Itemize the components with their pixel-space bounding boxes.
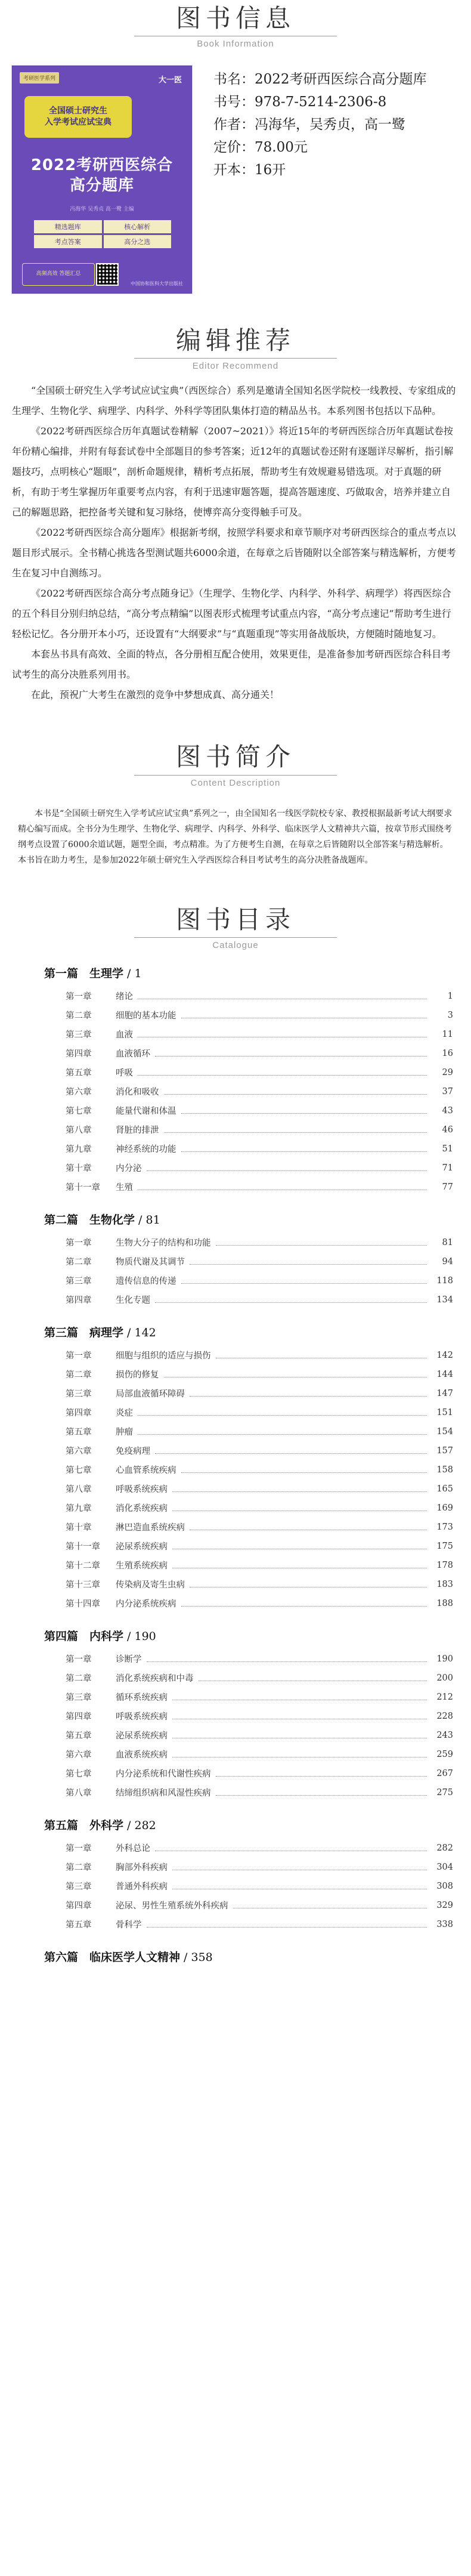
- cover-bottom-box: 高频高效 答题汇总: [22, 263, 95, 286]
- chapter-name: 消化系统疾病: [116, 1504, 168, 1514]
- dot-leader: [181, 1145, 427, 1152]
- catalogue-chapter: [44, 1650, 453, 1669]
- chapter-number: 第二章: [66, 1011, 92, 1021]
- catalogue-chapter: [44, 1518, 453, 1537]
- catalogue-chapter: [44, 1422, 453, 1441]
- cover-title-line: 高分题库: [69, 176, 134, 194]
- chapter-page: 169: [436, 1503, 453, 1513]
- dot-leader: [172, 1543, 427, 1549]
- chapter-name: 肿瘤: [116, 1428, 133, 1438]
- catalogue-chapter: [44, 1915, 453, 1934]
- divider: [134, 775, 337, 776]
- chapter-page: 282: [436, 1843, 453, 1853]
- recommend-paragraph: 《2022考研西医综合高分题库》根据新考纲，按照学科要求和章节顺序对考研西医综合的重点考点以题目形式展示。全书精心挑选各型测试题共6000余道，在每章之后皆随附以全部答案与精选解析，方便考生在复习中自测练习。: [12, 527, 456, 579]
- catalogue-chapter: [44, 1082, 453, 1101]
- chapter-name: 泌尿系统疾病: [116, 1731, 168, 1741]
- recommend-paragraph: 本套丛书具有高效、全面的特点，各分册相互配合使用，效果更佳，是准备参加考研西医综合科目考试考生的高分决胜系列用书。: [12, 648, 451, 681]
- section-header-info: [0, 0, 471, 49]
- dot-leader: [216, 1770, 427, 1777]
- book-meta: [192, 66, 427, 294]
- dot-leader: [172, 1883, 427, 1889]
- dot-leader: [172, 1694, 427, 1700]
- chapter-number: 第一章: [66, 1238, 92, 1249]
- catalogue-chapter: [44, 1688, 453, 1707]
- chapter-number: 第九章: [66, 1145, 92, 1155]
- dot-leader: [155, 1845, 427, 1851]
- chapter-name: 生殖: [116, 1183, 133, 1193]
- catalogue-part-title: [44, 1211, 453, 1227]
- chapter-page: 228: [436, 1711, 453, 1721]
- chapter-page: 190: [436, 1654, 453, 1664]
- catalogue-part-title: [44, 1324, 453, 1340]
- chapter-number: 第一章: [66, 1655, 92, 1665]
- catalogue-part-title: [44, 965, 453, 981]
- part-separator: /: [180, 1950, 191, 1964]
- chapter-page: 3: [447, 1010, 453, 1020]
- chapter-number: 第五章: [66, 1428, 92, 1438]
- catalogue-chapter: [44, 1783, 453, 1802]
- chapter-number: 第二章: [66, 1674, 92, 1684]
- chapter-page: 259: [436, 1749, 453, 1759]
- part-page: 81: [145, 1213, 160, 1227]
- chapter-number: 第十四章: [66, 1599, 100, 1610]
- chapter-number: 第六章: [66, 1447, 92, 1457]
- catalogue-chapter: [44, 1839, 453, 1858]
- cover-badge: 考研医学系列: [20, 72, 59, 84]
- dot-leader: [138, 993, 427, 999]
- chapter-page: 77: [442, 1182, 453, 1192]
- chapter-number: 第一章: [66, 992, 92, 1002]
- chapter-name: 骨科学: [116, 1920, 142, 1931]
- chapter-page: 151: [436, 1407, 453, 1417]
- chapter-name: 普通外科疾病: [116, 1882, 168, 1892]
- catalogue-chapter: [44, 1745, 453, 1764]
- chapter-page: 275: [436, 1787, 453, 1797]
- catalogue-chapter: [44, 1025, 453, 1044]
- cover-series-box: [24, 96, 132, 138]
- chapter-number: 第八章: [66, 1789, 92, 1799]
- cover-feature: 考点答案: [34, 235, 102, 248]
- chapter-page: 178: [436, 1560, 453, 1570]
- chapter-number: 第十章: [66, 1523, 92, 1533]
- part-name: 第一篇 生理学: [44, 966, 124, 980]
- chapter-name: 呼吸系统疾病: [116, 1712, 168, 1722]
- cover-publisher: 中国协和医科大学出版社: [131, 281, 183, 287]
- dot-leader: [181, 1277, 427, 1284]
- chapter-page: 81: [442, 1237, 453, 1247]
- chapter-page: 43: [442, 1105, 453, 1116]
- dot-leader: [172, 1732, 427, 1738]
- chapter-name: 生化专题: [116, 1296, 150, 1306]
- chapter-number: 第十一章: [66, 1542, 100, 1552]
- dot-leader: [172, 1751, 427, 1758]
- section-title: 图书信息: [175, 4, 295, 33]
- part-separator: /: [123, 1326, 135, 1339]
- dot-leader: [164, 1371, 427, 1377]
- chapter-number: 第五章: [66, 1920, 92, 1931]
- chapter-name: 呼吸系统疾病: [116, 1485, 168, 1495]
- cover-authors: 冯海华 吴秀贞 高一鹭 主编: [70, 206, 134, 213]
- chapter-page: 308: [436, 1881, 453, 1891]
- dot-leader: [172, 1485, 427, 1492]
- dot-leader: [181, 1466, 427, 1473]
- part-page: 282: [134, 1818, 156, 1832]
- meta-author: 作者：冯海华，吴秀贞，高一鹭: [213, 117, 405, 133]
- chapter-number: 第四章: [66, 1409, 92, 1419]
- catalogue-chapter: [44, 1346, 453, 1365]
- chapter-name: 损伤的修复: [116, 1370, 159, 1380]
- part-separator: /: [123, 966, 135, 980]
- chapter-page: 200: [436, 1673, 453, 1683]
- chapter-page: 118: [436, 1275, 453, 1286]
- chapter-page: 144: [436, 1369, 453, 1379]
- chapter-page: 304: [436, 1862, 453, 1872]
- chapter-name: 能量代谢和体温: [116, 1107, 176, 1117]
- meta-name: 书名：2022考研西医综合高分题库: [213, 72, 427, 88]
- description-text: [0, 806, 471, 868]
- chapter-page: 11: [442, 1029, 453, 1039]
- catalogue-chapter: [44, 1537, 453, 1556]
- recommend-paragraph: 《2022考研西医综合高分考点随身记》（生理学、生物化学、内科学、外科学、病理学）将西医综合的五个科目分别归纳总结，“高分考点精编”以图表形式梳理考试重点内容，“高分考点速记”帮助考生进行轻松记忆。各分册开本小巧，还设置有“大纲要求”与“真题重现”等实用备战版块，方便随时随地复习。: [12, 588, 451, 640]
- chapter-name: 免疫病理: [116, 1447, 150, 1457]
- dot-leader: [190, 1390, 427, 1397]
- chapter-number: 第四章: [66, 1296, 92, 1306]
- dot-leader: [233, 1902, 427, 1908]
- publisher-logo: 大一医: [158, 76, 182, 85]
- chapter-number: 第三章: [66, 1693, 92, 1703]
- dot-leader: [138, 1069, 427, 1076]
- chapter-number: 第二章: [66, 1863, 92, 1873]
- catalogue-chapter: [44, 1726, 453, 1745]
- chapter-name: 胸部外科疾病: [116, 1863, 168, 1873]
- catalogue-chapter: [44, 1178, 453, 1197]
- chapter-number: 第三章: [66, 1277, 92, 1287]
- dot-leader: [181, 1012, 427, 1018]
- catalogue-chapter: [44, 1858, 453, 1877]
- section-subtitle: Editor Recommend: [192, 361, 279, 372]
- dot-leader: [216, 1789, 427, 1796]
- chapter-page: 212: [436, 1692, 453, 1702]
- chapter-name: 泌尿、男性生殖系统外科疾病: [116, 1901, 228, 1911]
- catalogue-chapter: [44, 1365, 453, 1384]
- catalogue-chapter: [44, 1271, 453, 1290]
- cover-feature: 高分之选: [104, 235, 172, 248]
- chapter-name: 内分泌系统疾病: [116, 1599, 176, 1610]
- part-name: 第四篇 内科学: [44, 1629, 124, 1643]
- chapter-number: 第二章: [66, 1258, 92, 1268]
- chapter-name: 淋巴造血系统疾病: [116, 1523, 185, 1533]
- part-name: 第三篇 病理学: [44, 1326, 124, 1339]
- chapter-number: 第五章: [66, 1068, 92, 1079]
- chapter-number: 第十二章: [66, 1561, 100, 1571]
- chapter-number: 第三章: [66, 1030, 92, 1040]
- dot-leader: [155, 1447, 427, 1454]
- chapter-page: 51: [442, 1144, 453, 1154]
- chapter-name: 泌尿系统疾病: [116, 1542, 168, 1552]
- dot-leader: [172, 1713, 427, 1719]
- chapter-number: 第九章: [66, 1504, 92, 1514]
- catalogue-chapter: [44, 1499, 453, 1518]
- chapter-name: 血液: [116, 1030, 133, 1040]
- chapter-page: 46: [442, 1125, 453, 1135]
- chapter-page: 134: [436, 1295, 453, 1305]
- chapter-page: 175: [436, 1541, 453, 1551]
- chapter-number: 第十三章: [66, 1580, 100, 1590]
- chapter-page: 157: [436, 1445, 453, 1456]
- chapter-page: 1: [447, 991, 453, 1001]
- chapter-number: 第四章: [66, 1712, 92, 1722]
- chapter-number: 第一章: [66, 1844, 92, 1854]
- divider: [134, 937, 337, 938]
- chapter-name: 呼吸: [116, 1068, 133, 1079]
- catalogue-chapter: [44, 1290, 453, 1309]
- recommend-paragraph: 《2022考研西医综合历年真题试卷精解（2007~2021）》将近15年的考研西医综合历年真题试卷按年份精心编排，并附有每套试卷中全部题目的参考答案；近12年的真题试卷还附有逐题详尽解析，指引解题技巧，点明核心“题眼”，剖析命题规律，精析考点拓展，帮助考生有效规避易错选项。对于真题的研析，有助于考生掌握历年重要考点内容，有利于迅速审题答题，提高答题速度、巧做取舍，培养并建立自己的解题思路，把控备考关键和复习脉络，使博弈高分变得触手可及。: [12, 425, 454, 518]
- chapter-page: 188: [436, 1598, 453, 1608]
- chapter-number: 第八章: [66, 1126, 92, 1136]
- chapter-name: 消化系统疾病和中毒: [116, 1674, 194, 1684]
- chapter-page: 142: [436, 1350, 453, 1360]
- chapter-number: 第四章: [66, 1901, 92, 1911]
- chapter-page: 16: [442, 1048, 453, 1058]
- part-page: 1: [134, 966, 142, 980]
- part-name: 第五篇 外科学: [44, 1818, 124, 1832]
- chapter-number: 第六章: [66, 1088, 92, 1098]
- catalogue-chapter: [44, 1252, 453, 1271]
- catalogue-chapter: [44, 1233, 453, 1252]
- chapter-number: 第一章: [66, 1351, 92, 1361]
- cover-series-line: 全国硕士研究生: [49, 106, 107, 116]
- chapter-name: 神经系统的功能: [116, 1145, 176, 1155]
- chapter-page: 147: [436, 1388, 453, 1398]
- chapter-name: 肾脏的排泄: [116, 1126, 159, 1136]
- chapter-page: 37: [442, 1086, 453, 1097]
- catalogue-chapter: [44, 1063, 453, 1082]
- chapter-number: 第四章: [66, 1049, 92, 1060]
- cover-feature: 精选题库: [34, 220, 102, 233]
- chapter-name: 炎症: [116, 1409, 133, 1419]
- catalogue-chapter: [44, 1764, 453, 1783]
- section-title: 图书简介: [175, 742, 295, 772]
- chapter-name: 内分泌: [116, 1164, 142, 1174]
- catalogue-chapter: [44, 1120, 453, 1139]
- chapter-number: 第三章: [66, 1389, 92, 1400]
- qr-code-icon: [96, 263, 119, 286]
- catalogue-chapter: [44, 1139, 453, 1159]
- chapter-page: 329: [436, 1900, 453, 1910]
- dot-leader: [138, 1428, 427, 1435]
- meta-format: 开本：16开: [213, 162, 286, 178]
- section-subtitle: Book Information: [197, 39, 274, 50]
- dot-leader: [164, 1126, 427, 1133]
- catalogue-chapter: [44, 987, 453, 1006]
- chapter-number: 第六章: [66, 1750, 92, 1760]
- chapter-number: 第十一章: [66, 1183, 100, 1193]
- book-info: [0, 49, 471, 294]
- catalogue-chapter: [44, 1403, 453, 1422]
- chapter-name: 生物大分子的结构和功能: [116, 1238, 211, 1249]
- chapter-page: 29: [442, 1067, 453, 1077]
- chapter-name: 外科总论: [116, 1844, 150, 1854]
- chapter-name: 内分泌系统和代谢性疾病: [116, 1769, 211, 1780]
- catalogue-chapter: [44, 1044, 453, 1063]
- part-name: 第六篇 临床医学人文精神: [44, 1950, 181, 1964]
- chapter-name: 传染病及寄生虫病: [116, 1580, 185, 1590]
- dot-leader: [155, 1050, 427, 1057]
- dot-leader: [181, 1107, 427, 1114]
- part-separator: /: [123, 1629, 135, 1643]
- catalogue-chapter: [44, 1460, 453, 1479]
- dot-leader: [190, 1524, 427, 1530]
- dot-leader: [216, 1239, 427, 1246]
- cover-title: [13, 156, 191, 196]
- meta-price: 定价：78.00元: [213, 140, 308, 156]
- catalogue-chapter: [44, 1384, 453, 1403]
- catalogue-chapter: [44, 1707, 453, 1726]
- book-cover: [12, 66, 192, 294]
- dot-leader: [138, 1184, 427, 1190]
- part-separator: /: [135, 1213, 146, 1227]
- chapter-name: 遗传信息的传递: [116, 1277, 176, 1287]
- dot-leader: [147, 1165, 427, 1171]
- chapter-name: 结缔组织病和风湿性疾病: [116, 1789, 211, 1799]
- dot-leader: [190, 1258, 427, 1265]
- catalogue-list: [0, 965, 471, 1965]
- chapter-page: 94: [442, 1256, 453, 1267]
- description-paragraph: 本书是“全国硕士研究生入学考试应试宝典”系列之一，由全国知名一线医学院校专家、教授根据最新考试大纲要求精心编写而成。全书分为生理学、生物化学、病理学、内科学、外科学、临床医学人文精神共六篇，按章节形式围绕考纲考点设置了6000余道试题，题型全面，考点精准。为了方便考生自测，在每章之后皆随附以全部答案与精选解析。本书旨在助力考生，是参加2022年硕士研究生入学西医综合科目考试考生的高分决胜备战题库。: [18, 808, 453, 865]
- section-header-description: [0, 743, 471, 787]
- chapter-name: 心血管系统疾病: [116, 1466, 176, 1476]
- chapter-number: 第二章: [66, 1370, 92, 1380]
- catalogue-chapter: [44, 1556, 453, 1575]
- dot-leader: [199, 1675, 427, 1681]
- dot-leader: [138, 1409, 427, 1416]
- chapter-number: 第八章: [66, 1485, 92, 1495]
- chapter-page: 158: [436, 1465, 453, 1475]
- recommend-paragraph: “全国硕士研究生入学考试应试宝典”（西医综合）系列是邀请全国知名医学院校一线教授、专家组成的生理学、生物化学、病理学、内科学、外科学等团队集体打造的精品丛书。本系列图书包括以下品种。: [12, 385, 456, 417]
- dot-leader: [216, 1352, 427, 1358]
- cover-feature: 核心解析: [104, 220, 172, 233]
- section-title: 图书目录: [175, 904, 295, 934]
- catalogue-part-title: [44, 1817, 453, 1833]
- dot-leader: [190, 1581, 427, 1587]
- catalogue-chapter: [44, 1877, 453, 1896]
- chapter-name: 血液系统疾病: [116, 1750, 168, 1760]
- divider: [134, 358, 337, 359]
- dot-leader: [147, 1921, 427, 1928]
- chapter-name: 细胞的基本功能: [116, 1011, 176, 1021]
- cover-features: [34, 220, 171, 248]
- part-page: 190: [134, 1629, 156, 1643]
- part-name: 第二篇 生物化学: [44, 1213, 135, 1227]
- chapter-number: 第七章: [66, 1466, 92, 1476]
- chapter-page: 71: [442, 1163, 453, 1173]
- part-page: 142: [134, 1326, 156, 1339]
- part-page: 358: [191, 1950, 213, 1964]
- section-title: 编辑推荐: [175, 326, 295, 356]
- chapter-page: 154: [436, 1426, 453, 1437]
- catalogue-part-title: [44, 1948, 453, 1965]
- part-separator: /: [123, 1818, 135, 1832]
- dot-leader: [172, 1864, 427, 1870]
- chapter-page: 183: [436, 1579, 453, 1589]
- catalogue-chapter: [44, 1575, 453, 1594]
- meta-isbn: 书号：978-7-5214-2306-8: [213, 94, 387, 110]
- dot-leader: [147, 1655, 427, 1662]
- chapter-page: 267: [436, 1768, 453, 1778]
- catalogue-chapter: [44, 1006, 453, 1025]
- dot-leader: [172, 1562, 427, 1568]
- chapter-name: 诊断学: [116, 1655, 142, 1665]
- chapter-page: 338: [436, 1919, 453, 1929]
- chapter-number: 第七章: [66, 1769, 92, 1780]
- dot-leader: [138, 1031, 427, 1037]
- chapter-name: 局部血液循环障碍: [116, 1389, 185, 1400]
- chapter-name: 绪论: [116, 992, 133, 1002]
- section-subtitle: Catalogue: [212, 940, 259, 950]
- section-header-recommend: [0, 327, 471, 371]
- chapter-number: 第七章: [66, 1107, 92, 1117]
- dot-leader: [172, 1505, 427, 1511]
- chapter-name: 细胞与组织的适应与损伤: [116, 1351, 211, 1361]
- dot-leader: [164, 1088, 427, 1095]
- catalogue-chapter: [44, 1441, 453, 1460]
- section-header-catalogue: [0, 906, 471, 950]
- catalogue-chapter: [44, 1594, 453, 1613]
- section-subtitle: Content Description: [190, 777, 281, 788]
- chapter-page: 243: [436, 1730, 453, 1740]
- cover-series-line: 入学考试应试宝典: [45, 118, 111, 128]
- catalogue-chapter: [44, 1479, 453, 1499]
- dot-leader: [181, 1600, 427, 1607]
- chapter-name: 消化和吸收: [116, 1088, 159, 1098]
- chapter-page: 173: [436, 1522, 453, 1532]
- dot-leader: [155, 1296, 427, 1303]
- chapter-name: 循环系统疾病: [116, 1693, 168, 1703]
- catalogue-part-title: [44, 1627, 453, 1644]
- cover-title-line: 2022考研西医综合: [30, 156, 173, 175]
- recommend-paragraph: 在此，预祝广大考生在激烈的竞争中梦想成真、高分通关！: [31, 689, 280, 701]
- catalogue-chapter: [44, 1159, 453, 1178]
- chapter-name: 生殖系统疾病: [116, 1561, 168, 1571]
- chapter-number: 第十章: [66, 1164, 92, 1174]
- catalogue-chapter: [44, 1101, 453, 1120]
- catalogue-chapter: [44, 1669, 453, 1688]
- catalogue-chapter: [44, 1896, 453, 1915]
- chapter-number: 第五章: [66, 1731, 92, 1741]
- chapter-name: 物质代谢及其调节: [116, 1258, 185, 1268]
- chapter-number: 第三章: [66, 1882, 92, 1892]
- chapter-page: 165: [436, 1484, 453, 1494]
- recommend-text: [0, 381, 471, 705]
- chapter-name: 血液循环: [116, 1049, 150, 1060]
